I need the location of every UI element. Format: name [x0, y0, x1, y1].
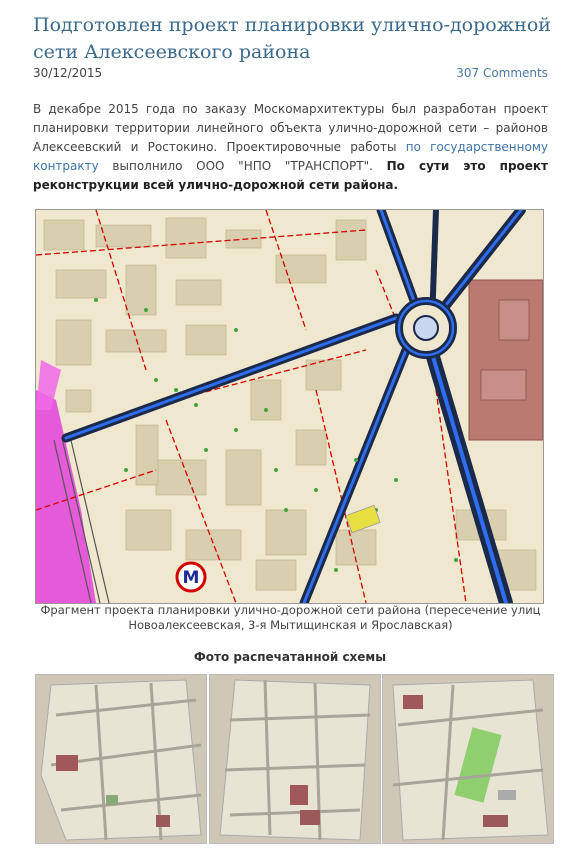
printed-scheme-photo-2[interactable] — [209, 674, 381, 844]
post-body — [33, 100, 548, 195]
photo-3-drawing — [383, 675, 553, 843]
map-caption: Фрагмент проекта планировки улично-дорожной сети района (пересечение улиц Новоалексеевская, 3-я Мытищинская и Ярославская) — [40, 603, 541, 632]
road-network-map-image[interactable] — [35, 209, 544, 604]
photos-heading: Фото распечатанной схемы — [193, 650, 387, 664]
post-date: 30/12/2015 — [33, 66, 103, 80]
photo-2-drawing — [210, 675, 380, 843]
printed-scheme-photo-1[interactable] — [35, 674, 207, 844]
comments-link[interactable]: 307 Comments — [456, 66, 548, 80]
body-text-part2: выполнило ООО "НПО "ТРАНСПОРТ". — [98, 159, 387, 173]
body-text-part1: В декабре 2015 года по заказу Москомархитектуры был разработан проект планировки территории линейного объекта улично-дорожной сети – районов Алексеевский и Ростокино. Проектировочные работы — [33, 102, 548, 154]
state-contract-link[interactable]: по государственному контракту — [33, 140, 548, 173]
photo-1-drawing — [36, 675, 206, 843]
printed-scheme-photo-3[interactable] — [382, 674, 554, 844]
metro-letter: М — [182, 568, 200, 588]
metro-icon — [177, 563, 205, 591]
body-bold-text: По сути это проект реконструкции всей улично-дорожной сети района. — [33, 159, 549, 192]
post-title[interactable]: Подготовлен проект планировки улично-дорожной сети Алексеевского района — [33, 14, 551, 63]
map-drawing — [36, 210, 543, 603]
